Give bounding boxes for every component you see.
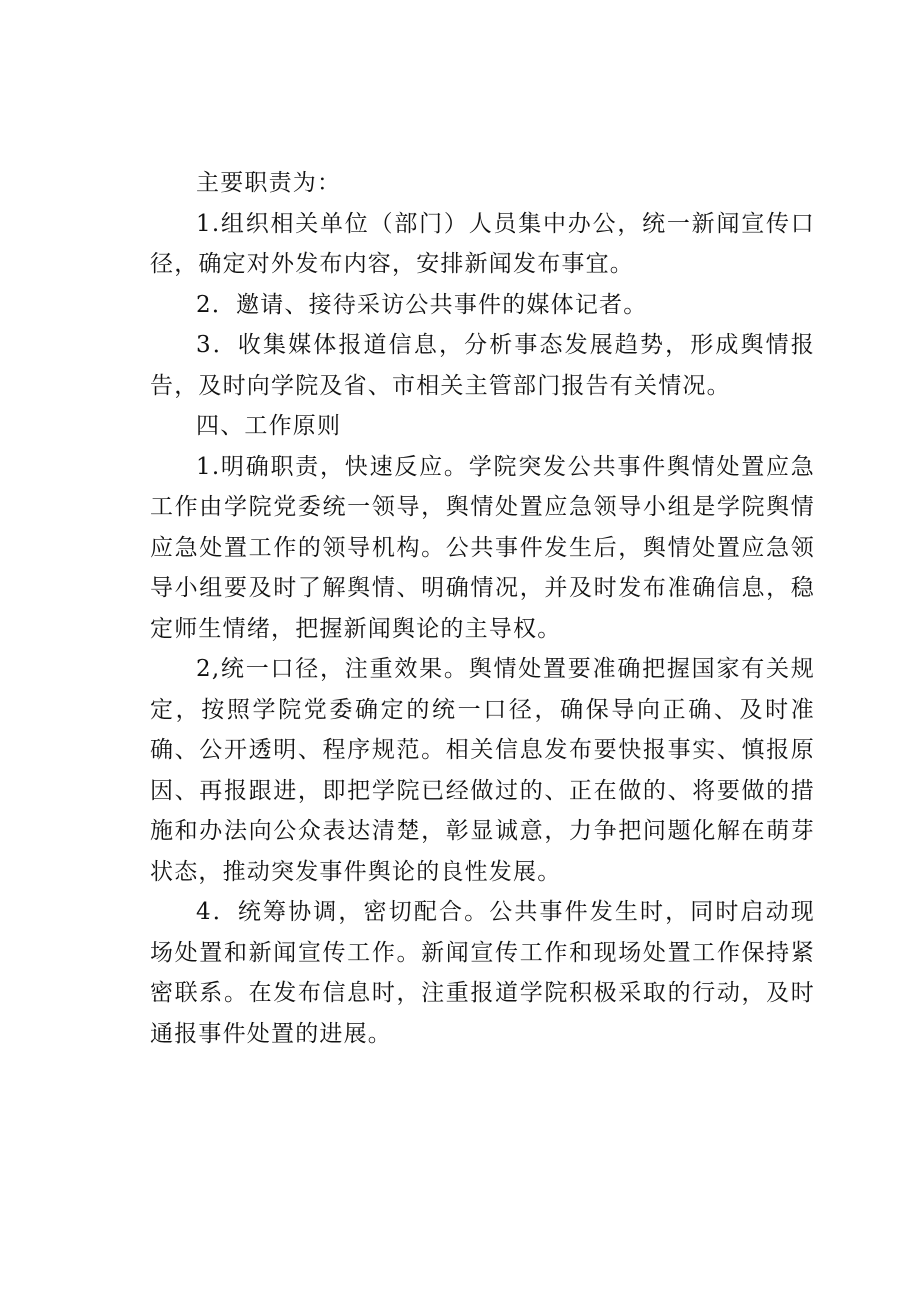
paragraph-duties-heading: 主要职责为： bbox=[196, 170, 342, 196]
paragraph-principle-4: 4．统筹协调，密切配合。公共事件发生时，同时启动现场处置和新闻宣传工作。新闻宣传工作和现场处置工作保持紧密联系。在发布信息时，注重报道学院积极采取的行动，及时通报事件处置的进展。 bbox=[150, 899, 815, 1047]
document-body bbox=[150, 163, 815, 1054]
paragraph-duty-3: 3．收集媒体报道信息，分析事态发展趋势，形成舆情报告，及时向学院及省、市相关主管部门报告有关情况。 bbox=[150, 332, 815, 399]
section-heading-work-principles: 四、工作原则 bbox=[196, 413, 342, 439]
paragraph-principle-2: 2,统一口径，注重效果。舆情处置要准确把握国家有关规定，按照学院党委确定的统一口径，确保导向正确、及时准确、公开透明、程序规范。相关信息发布要快报事实、慎报原因、再报跟进，即把学院已经做过的、正在做的、将要做的措施和办法向公众表达清楚，彰显诚意，力争把问题化解在萌芽状态，推动突发事件舆论的良性发展。 bbox=[150, 656, 815, 885]
paragraph-duty-1: 1.组织相关单位（部门）人员集中办公，统一新闻宣传口径，确定对外发布内容，安排新闻发布事宜。 bbox=[150, 210, 815, 277]
paragraph-principle-1: 1.明确职责，快速反应。学院突发公共事件舆情处置应急工作由学院党委统一领导，舆情处置应急领导小组是学院舆情应急处置工作的领导机构。公共事件发生后，舆情处置应急领导小组要及时了解舆情、明确情况，并及时发布准确信息，稳定师生情绪，把握新闻舆论的主导权。 bbox=[150, 453, 815, 642]
paragraph-duty-2: 2．邀请、接待采访公共事件的媒体记者。 bbox=[196, 291, 648, 318]
